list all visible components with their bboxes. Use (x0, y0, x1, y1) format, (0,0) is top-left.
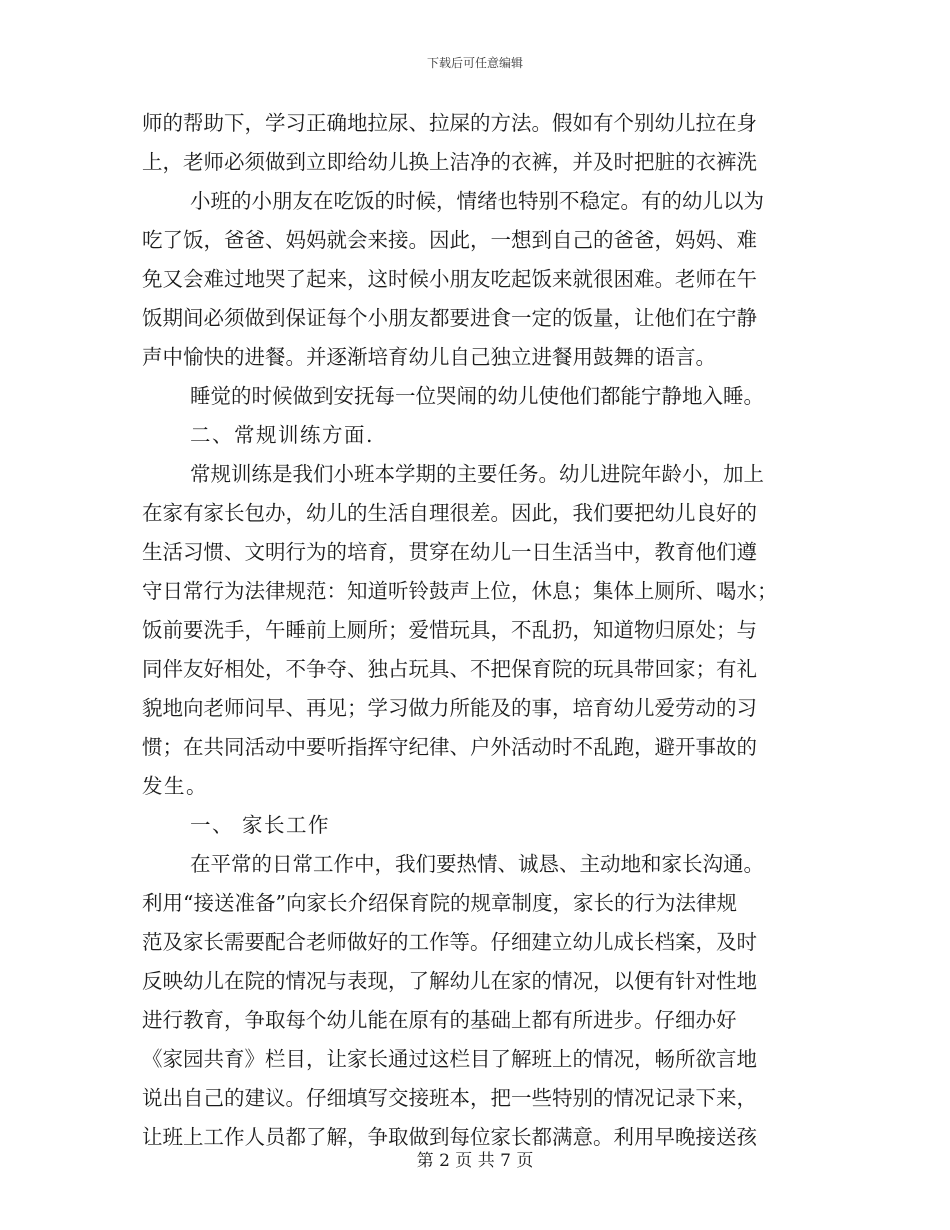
text-line: 范及家长需要配合老师做好的工作等。仔细建立幼儿成长档案，及时 (142, 930, 757, 954)
text-line: 一、 家长工作 (190, 813, 331, 837)
text-line: 在家有家长包办，幼儿的生活自理很差。因此，我们要把幼儿良好的 (142, 501, 757, 525)
text-line: 睡觉的时候做到安抚每一位哭闹的幼儿使他们都能宁静地入睡。 (190, 384, 764, 408)
text-line: 同伴友好相处，不争夺、独占玩具、不把保育院的玩具带回家；有礼 (142, 657, 757, 681)
text-line: 饭期间必须做到保证每个小朋友都要进食一定的饭量，让他们在宁静 (142, 306, 757, 330)
text-line: 常规训练是我们小班本学期的主要任务。幼儿进院年龄小，加上 (190, 462, 764, 486)
text-line: 上，老师必须做到立即给幼儿换上洁净的衣裤，并及时把脏的衣裤洗 (142, 150, 757, 174)
header-note: 下载后可任意编辑 (426, 56, 523, 70)
text-line: 守日常行为法律规范：知道听铃鼓声上位，休息；集体上厕所、喝水； (142, 579, 778, 603)
text-line: 利用“接送准备”向家长介绍保育院的规章制度，家长的行为法律规 (142, 891, 737, 915)
text-line: 免又会难过地哭了起来，这时候小朋友吃起饭来就很困难。老师在午 (142, 267, 757, 291)
text-line: 让班上工作人员都了解，争取做到每位家长都满意。利用早晚接送孩 (142, 1125, 757, 1149)
text-line: 反映幼儿在院的情况与表现，了解幼儿在家的情况，以便有针对性地 (142, 969, 757, 993)
text-line: 在平常的日常工作中，我们要热情、诚恳、主动地和家长沟通。 (190, 852, 764, 876)
text-line: 饭前要洗手，午睡前上厕所；爱惜玩具，不乱扔，知道物归原处；与 (142, 618, 757, 642)
text-line: 说出自己的建议。仔细填写交接班本，把一些特别的情况记录下来， (142, 1086, 757, 1110)
text-line: 生活习惯、文明行为的培育，贯穿在幼儿一日生活当中，教育他们遵 (142, 540, 757, 564)
text-line: 惯；在共同活动中要听指挥守纪律、户外活动时不乱跑，避开事故的 (142, 735, 757, 759)
text-line: 进行教育，争取每个幼儿能在原有的基础上都有所进步。仔细办好 (142, 1008, 737, 1032)
text-line: 吃了饭，爸爸、妈妈就会来接。因此，一想到自己的爸爸，妈妈、难 (142, 228, 757, 252)
text-line: 貌地向老师问早、再见；学习做力所能及的事，培育幼儿爱劳动的习 (142, 696, 757, 720)
text-line: 发生。 (142, 774, 208, 798)
page-footer: 第 2 页 共 7 页 (416, 1151, 534, 1171)
text-line: 声中愉快的进餐。并逐渐培育幼儿自己独立进餐用鼓舞的语言。 (142, 345, 716, 369)
text-line: 师的帮助下，学习正确地拉尿、拉屎的方法。假如有个别幼儿拉在身 (142, 111, 757, 135)
text-line: 小班的小朋友在吃饭的时候，情绪也特别不稳定。有的幼儿以为 (190, 189, 764, 213)
text-line: 二、常规训练方面. (190, 423, 375, 447)
document-body (142, 104, 808, 1157)
text-line: 《家园共育》栏目，让家长通过这栏目了解班上的情况，畅所欲言地 (142, 1047, 757, 1071)
